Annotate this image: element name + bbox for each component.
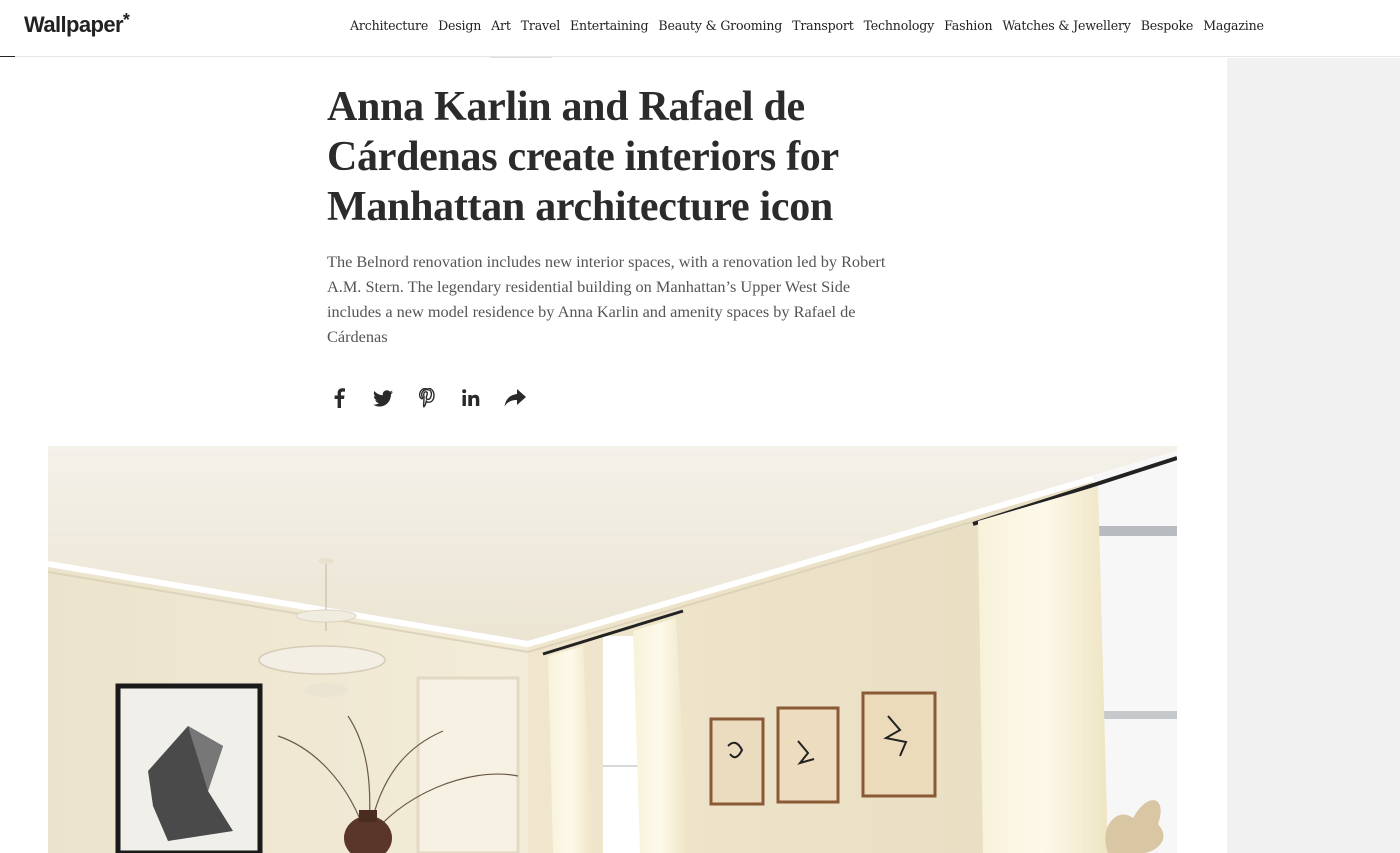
nav-transport[interactable]: Transport <box>792 18 854 33</box>
hero-image <box>48 446 1177 853</box>
nav-bespoke[interactable]: Bespoke <box>1140 18 1194 33</box>
right-sidebar <box>1227 58 1400 853</box>
facebook-icon <box>332 388 346 408</box>
nav-travel[interactable]: Travel <box>520 18 561 33</box>
header-divider-mark <box>0 56 15 57</box>
nav-magazine[interactable]: Magazine <box>1203 18 1264 33</box>
site-header <box>0 0 1400 57</box>
linkedin-share-button[interactable] <box>459 386 483 410</box>
main-nav <box>350 18 1264 33</box>
twitter-share-button[interactable] <box>371 386 395 410</box>
interior-photo-illustration <box>48 446 1177 853</box>
nav-watches-jewellery[interactable]: Watches & Jewellery <box>1002 18 1131 33</box>
article-standfirst: The Belnord renovation includes new interior spaces, with a renovation led by Robert A.M. Stern. The legendary residential building on Manhattan’s Upper West Side includes a new model residence by Anna Karlin and amenity spaces by Rafael de Cárdenas <box>327 252 886 346</box>
pinterest-icon <box>419 388 435 408</box>
site-logo[interactable]: Wallpaper* <box>24 10 130 37</box>
article-headline: Anna Karlin and Rafael de Cárdenas create interiors for Manhattan architecture icon <box>327 84 839 230</box>
share-bar <box>327 386 547 410</box>
linkedin-icon <box>462 389 480 407</box>
nav-art[interactable]: Art <box>491 18 511 33</box>
nav-design[interactable]: Design <box>438 18 482 33</box>
nav-technology[interactable]: Technology <box>863 18 935 33</box>
header-divider-mark <box>490 57 552 58</box>
share-button[interactable] <box>503 386 527 410</box>
nav-entertaining[interactable]: Entertaining <box>570 18 649 33</box>
nav-architecture[interactable]: Architecture <box>350 18 429 33</box>
nav-fashion[interactable]: Fashion <box>944 18 993 33</box>
pinterest-share-button[interactable] <box>415 386 439 410</box>
twitter-icon <box>373 390 393 407</box>
nav-beauty-grooming[interactable]: Beauty & Grooming <box>658 18 783 33</box>
share-arrow-icon <box>504 389 526 407</box>
facebook-share-button[interactable] <box>327 386 351 410</box>
